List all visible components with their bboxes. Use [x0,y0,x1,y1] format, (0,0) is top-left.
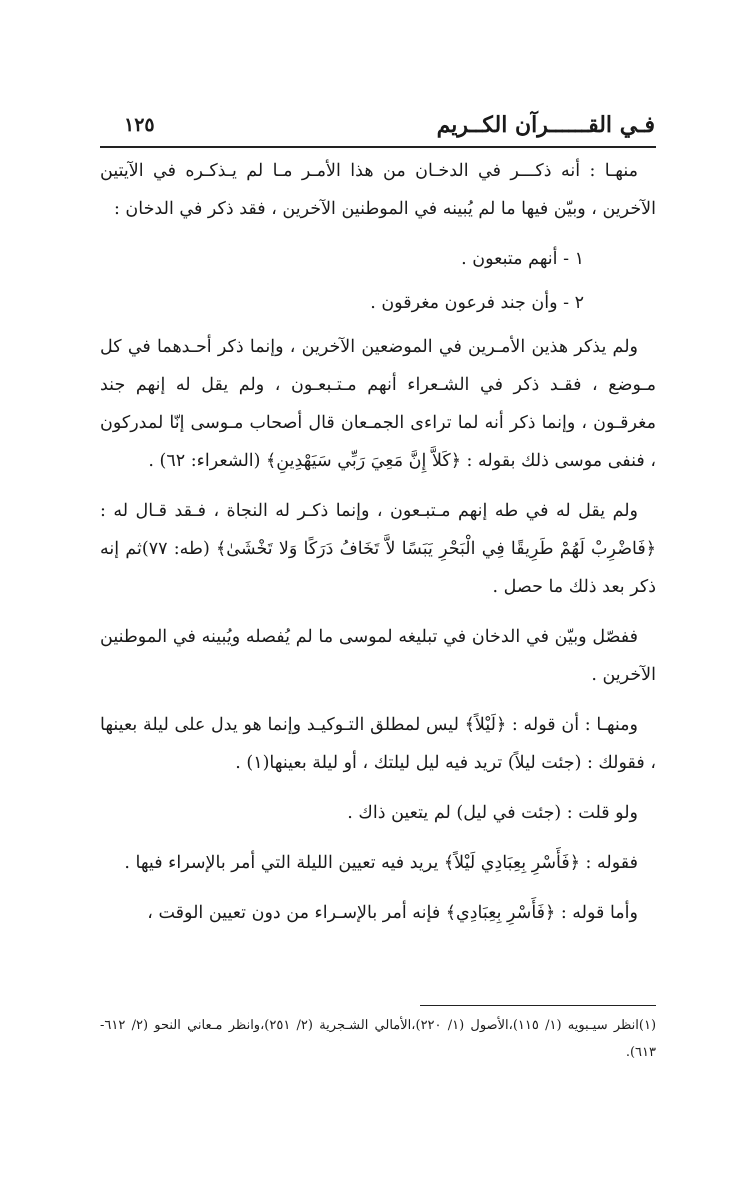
paragraph: ولو قلت : (جئت في ليل) لم يتعين ذاك . [347,803,638,823]
page-header [100,112,655,146]
running-title: فـي القــــــرآن الكــريم [436,112,655,138]
footnote: (١)انظر سيـبويه (١/ ١١٥)،الأصول (١/ ٢٢٠)،الأمالي الشـجرية (٢/ ٢٥١)،وانظر مـعاني النحو (٢/ ٦١٢- ٦١٣). [100,1018,657,1060]
paragraph: وأما قوله : ﴿فَأَسْرِ بِعِبَادِي﴾ فإنه أمر بالإسـراء من دون تعيين الوقت ، [147,903,638,923]
paragraph: فقوله : ﴿فَأَسْرِ بِعِبَادِي لَيْلاً﴾ يريد فيه تعيين الليلة التي أمر بالإسراء فيها . [124,853,638,873]
paragraph: ولم يذكر هذين الأمـرين في الموضعين الآخرين ، وإنما ذكر أحـدهما في كل مـوضع ، فقـد ذكر في الشـعراء أنهم مـتـبعـون ، ولم يقل له إنهم جند مغرقـون ، وإنما ذكر أنه لما تراءى الجمـعان قال أصحاب مـوسى إنّا لمدركون ، فنفى موسى ذلك بقوله : ﴿كَلاَّ إِنَّ مَعِيَ رَبِّي سَيَهْدِينِ﴾ (الشعراء: ٦٢) . [100,337,656,471]
paragraph: ولم يقل له في طه إنهم مـتبـعون ، وإنما ذكـر له النجاة ، فـقد قـال له : ﴿فَاضْرِبْ لَهُمْ طَرِيقًا فِي الْبَحْرِ يَبَسًا لاَّ تَخَافُ دَرَكًا وَلا تَخْشَىٰ﴾ (طه: ٧٧)ثم إنه ذكر بعد ذلك ما حصل . [100,501,656,597]
paragraph: ومنهـا : أن قوله : ﴿لَيْلاً﴾ ليس لمطلق التـوكيـد وإنما هو يدل على ليلة بعينها ، فقولك : (جئت ليلاً) تريد فيه ليل ليلتك ، أو ليلة بعينها(١) . [100,715,656,773]
page-number: ١٢٥ [124,114,155,136]
footnote-divider [420,1005,656,1006]
list-item: ١ - أنهم متبعون . [461,249,584,269]
header-divider [100,146,656,148]
paragraph: ففصّل وبيّن في الدخان في تبليغه لموسى ما لم يُفصله ويُبينه في الموطنين الآخرين . [100,627,656,685]
list-item: ٢ - وأن جند فرعون مغرقون . [370,293,584,313]
paragraph: منهـا : أنه ذكـــر في الدخـان من هذا الأمـر مـا لم يـذكـره في الآيتين الآخرين ، وبيّن فيها ما لم يُبينه في الموطنين الآخرين ، فقد ذكر في الدخان : [100,161,656,219]
page-body [100,152,656,944]
